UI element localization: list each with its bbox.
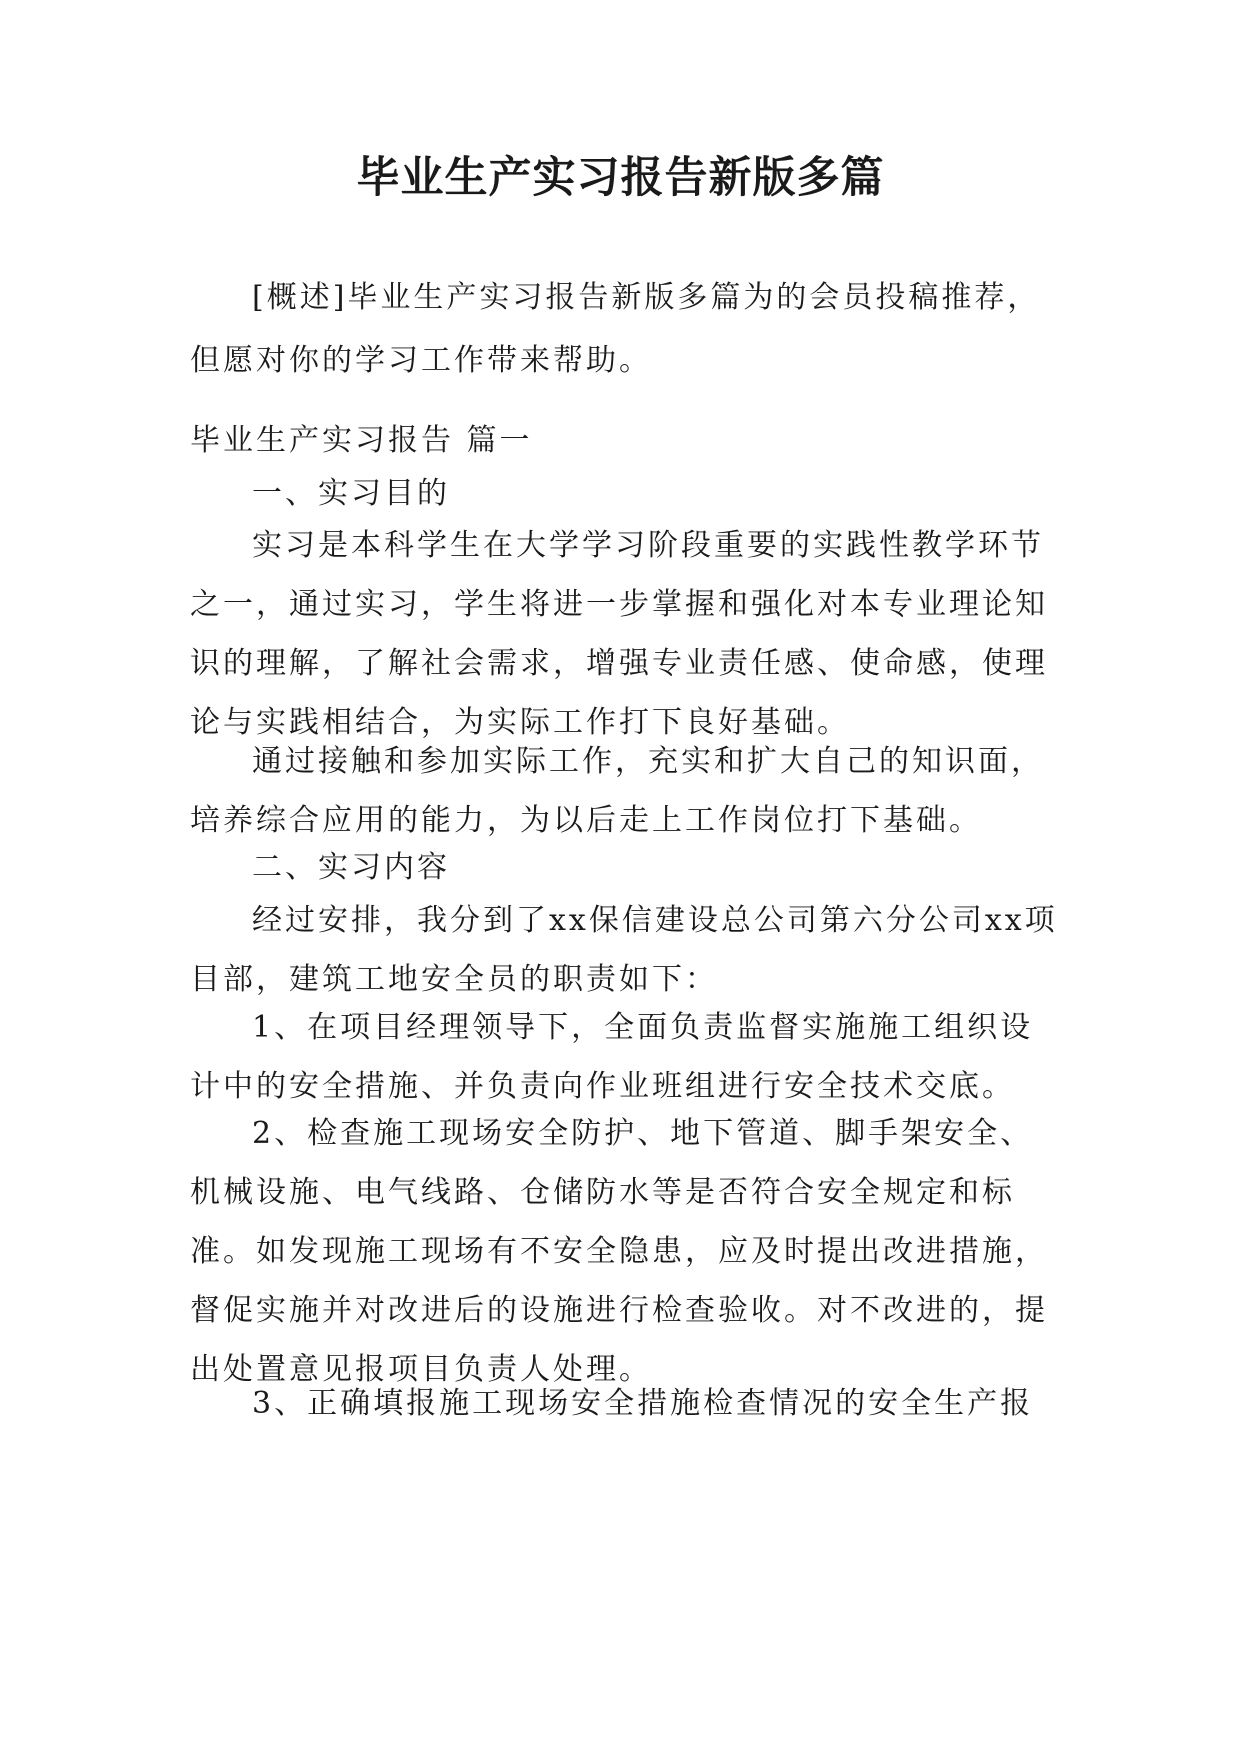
- heading-internship-content: 二、实习内容: [252, 850, 450, 885]
- list-item-duty-3: 3、正确填报施工现场安全措施检查情况的安全生产报: [252, 1386, 1034, 1421]
- document-title: 毕业生产实习报告新版多篇: [356, 153, 885, 203]
- list-item-duty-1: 1、在项目经理领导下，全面负责监督实施施工组织设计中的安全措施、并负责向作业班组进行安全技术交底。: [190, 1010, 1034, 1104]
- heading-internship-purpose: 一、实习目的: [252, 476, 450, 511]
- section-title: 毕业生产实习报告 篇一: [190, 423, 533, 458]
- paragraph-content-intro: 经过安排，我分到了xx保信建设总公司第六分公司xx项目部，建筑工地安全员的职责如下：: [190, 903, 1058, 997]
- list-item-duty-2: 2、检查施工现场安全防护、地下管道、脚手架安全、机械设施、电气线路、仓储防水等是否符合安全规定和标准。如发现施工现场有不安全隐患，应及时提出改进措施，督促实施并对改进后的设施进行检查验收。对不改进的，提出处置意见报项目负责人处理。: [190, 1116, 1048, 1387]
- paragraph-purpose-2: 通过接触和参加实际工作，充实和扩大自己的知识面，培养综合应用的能力，为以后走上工作岗位打下基础。: [190, 744, 1044, 838]
- intro-paragraph: [概述]毕业生产实习报告新版多篇为的会员投稿推荐，但愿对你的学习工作带来帮助。: [190, 280, 1041, 378]
- paragraph-purpose-1: 实习是本科学生在大学学习阶段重要的实践性教学环节之一，通过实习，学生将进一步掌握和强化对本专业理论知识的理解，了解社会需求，增强专业责任感、使命感，使理论与实践相结合，为实际工作打下良好基础。: [190, 528, 1048, 740]
